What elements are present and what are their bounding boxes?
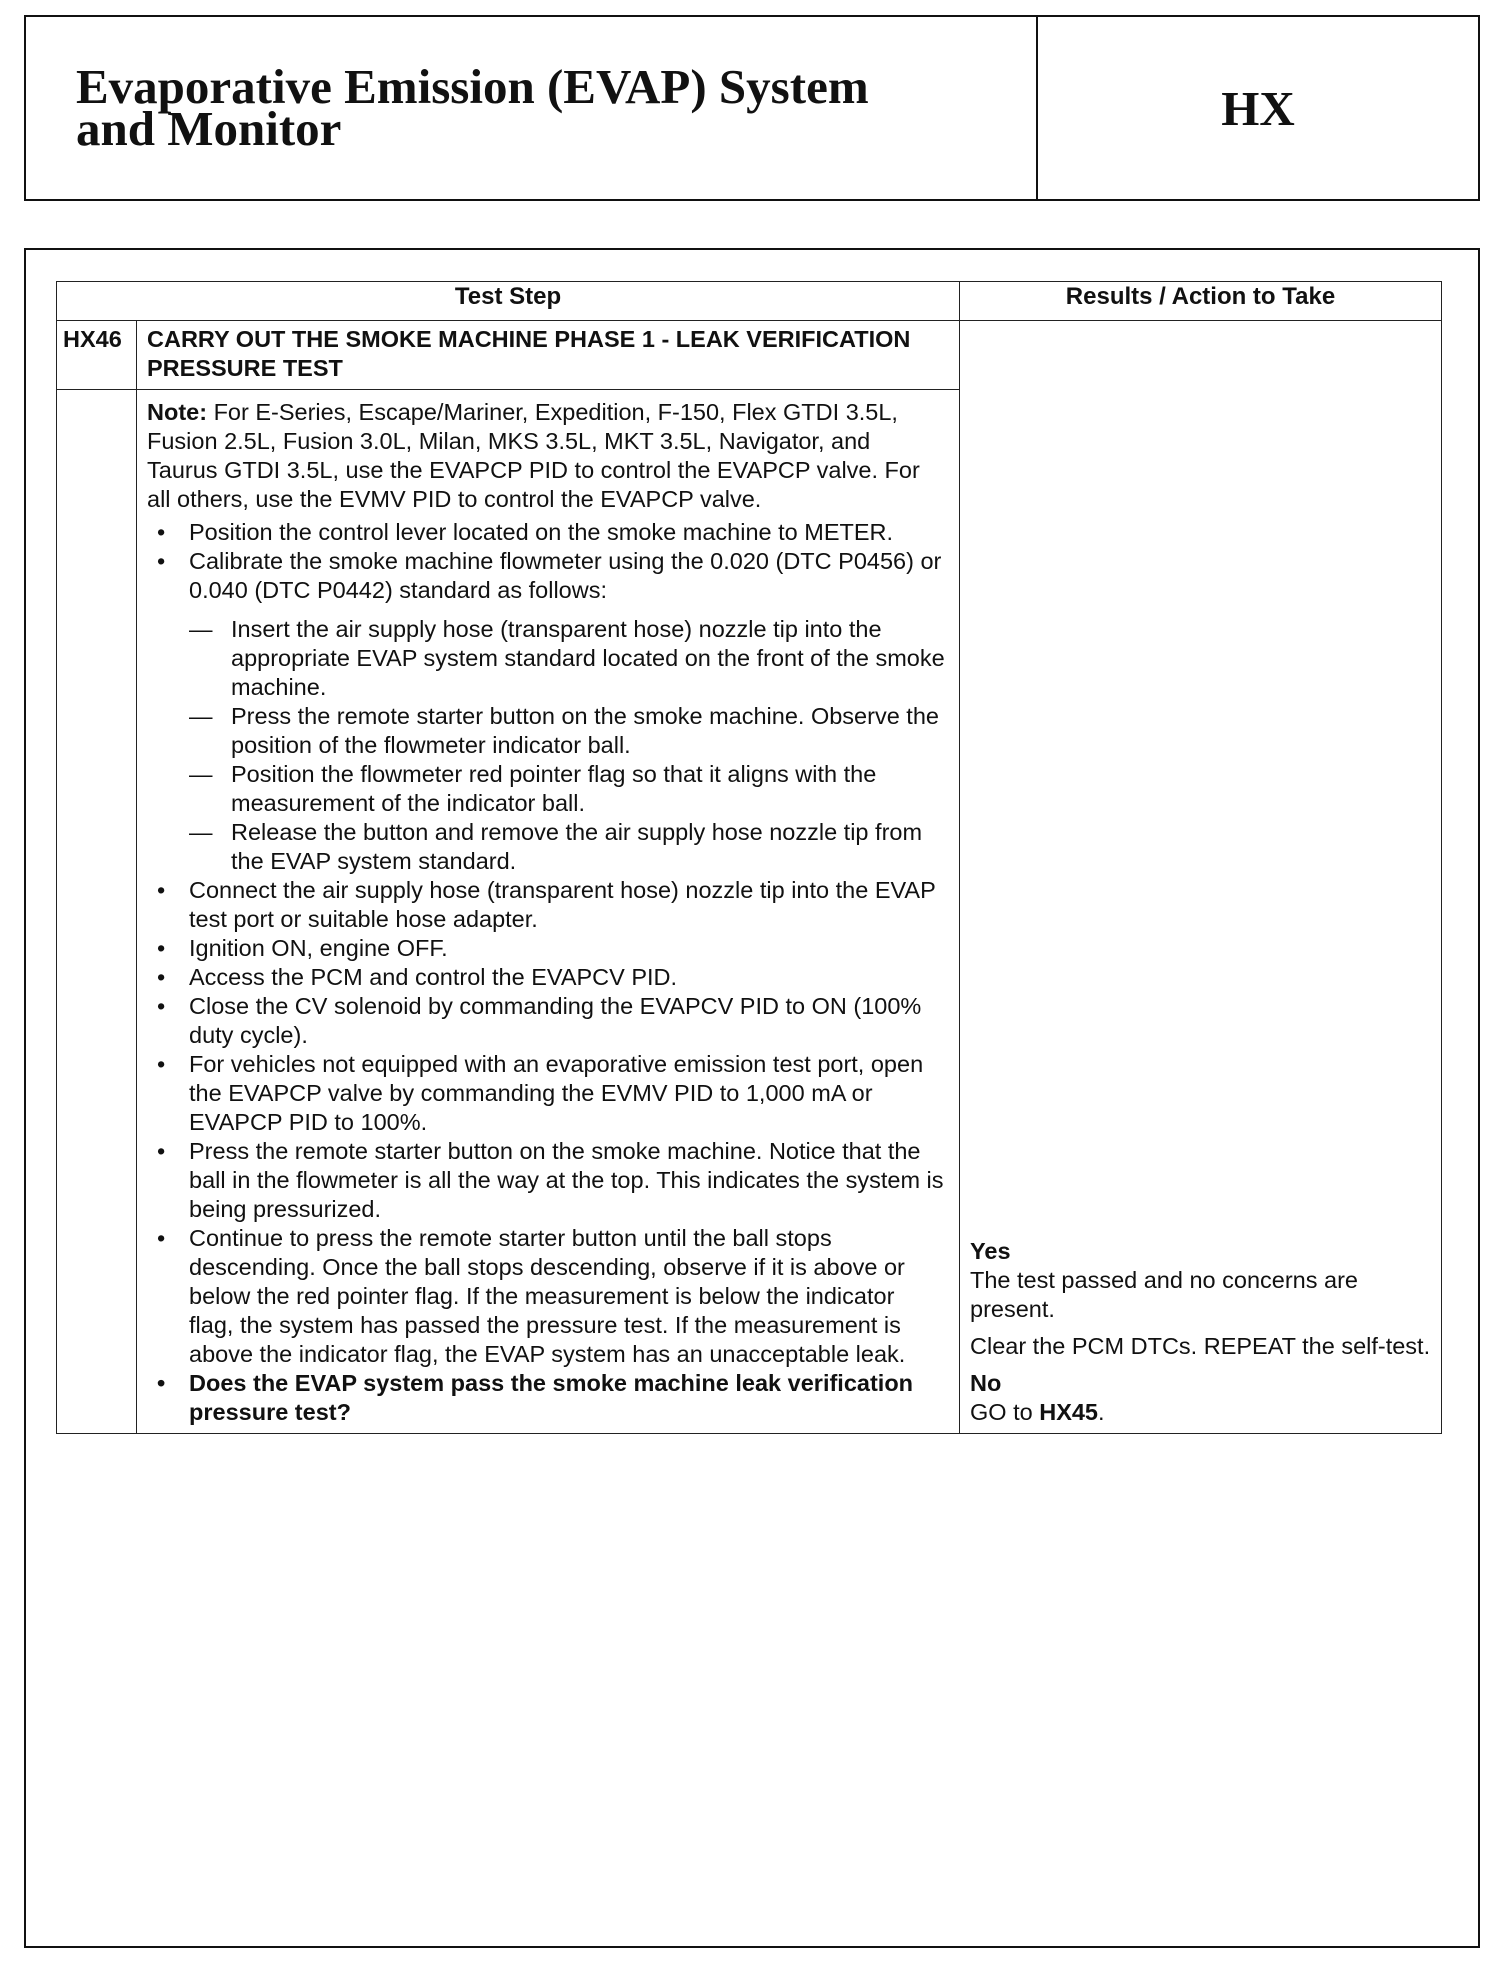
- final-question: • Does the EVAP system pass the smoke machine leak verification pressure test?: [147, 1369, 945, 1427]
- result-no-period: .: [1098, 1399, 1105, 1425]
- list-item: • Ignition ON, engine OFF.: [147, 934, 945, 963]
- document-title: [26, 17, 1036, 199]
- title-line-1: Evaporative Emission (EVAP) System: [76, 59, 869, 114]
- column-header-results: Results / Action to Take: [960, 282, 1442, 321]
- sub-step-item: — Position the flowmeter red pointer flag so that it aligns with the measurement of the indicator ball.: [189, 760, 945, 818]
- table-header-row: [57, 282, 1442, 321]
- sub-step-item: — Release the button and remove the air supply hose nozzle tip from the EVAP system standard.: [189, 818, 945, 876]
- list-item: • Continue to press the remote starter button until the ball stops descending. Once the ball stops descending, observe if it is above or below the red pointer flag. If the measurement is below the indicator flag, the system has passed the pressure test. If the measurement is above the indicator flag, the EVAP system has an unacceptable leak.: [147, 1224, 945, 1369]
- calibration-sub-steps: [189, 615, 945, 876]
- section-code: HX: [1036, 17, 1478, 199]
- step-title-row: [57, 321, 1442, 390]
- step-body-id-cell: [57, 390, 137, 1434]
- list-item: • Connect the air supply hose (transparent hose) nozzle tip into the EVAP test port or suitable hose adapter.: [147, 876, 945, 934]
- step-id: HX46: [57, 321, 137, 390]
- title-line-2: and Monitor: [76, 101, 342, 156]
- list-item: • Access the PCM and control the EVAPCV PID.: [147, 963, 945, 992]
- result-yes-text-2: Clear the PCM DTCs. REPEAT the self-test.: [970, 1333, 1431, 1359]
- step-title: CARRY OUT THE SMOKE MACHINE PHASE 1 - LEAK VERIFICATION PRESSURE TEST: [137, 321, 960, 390]
- list-item-calibrate: [147, 547, 945, 876]
- result-no-target-link: HX45: [1039, 1399, 1099, 1425]
- list-item-text: Calibrate the smoke machine flowmeter using the 0.020 (DTC P0456) or 0.040 (DTC P0442) standard as follows:: [189, 548, 942, 603]
- document-header: [24, 15, 1480, 201]
- result-yes-text-1: The test passed and no concerns are present.: [970, 1267, 1358, 1322]
- sub-step-item: — Insert the air supply hose (transparent hose) nozzle tip into the appropriate EVAP system standard located on the front of the smoke machine.: [189, 615, 945, 702]
- note-label: Note:: [147, 399, 208, 425]
- result-no-label: No: [970, 1370, 1002, 1396]
- list-item: • Close the CV solenoid by commanding the EVAPCV PID to ON (100% duty cycle).: [147, 992, 945, 1050]
- step-body: [137, 390, 960, 1434]
- list-item: • For vehicles not equipped with an evaporative emission test port, open the EVAPCP valve by commanding the EVMV PID to 1,000 mA or EVAPCP PID to 100%.: [147, 1050, 945, 1137]
- list-item: • Press the remote starter button on the smoke machine. Notice that the ball in the flowmeter is all the way at the top. This indicates the system is being pressurized.: [147, 1137, 945, 1224]
- note-text: For E-Series, Escape/Mariner, Expedition, F-150, Flex GTDI 3.5L, Fusion 2.5L, Fusion 3.0L, Milan, MKS 3.5L, MKT 3.5L, Navigator, and Taurus GTDI 3.5L, use the EVAPCP PID to control the EVAPCP valve. For all others, use the EVMV PID to control the EVAPCP valve.: [147, 399, 920, 512]
- column-header-test-step: Test Step: [57, 282, 960, 321]
- procedure-list: [147, 518, 945, 1427]
- result-yes-label: Yes: [970, 1238, 1011, 1264]
- sub-step-item: — Press the remote starter button on the smoke machine. Observe the position of the flowmeter indicator ball.: [189, 702, 945, 760]
- test-step-table: [56, 281, 1442, 1434]
- result-no-action: [970, 1399, 1105, 1425]
- list-item: • Position the control lever located on the smoke machine to METER.: [147, 518, 945, 547]
- result-no-goto-text: GO to: [970, 1399, 1040, 1425]
- note-paragraph: [147, 398, 945, 514]
- results-cell: [960, 321, 1442, 1434]
